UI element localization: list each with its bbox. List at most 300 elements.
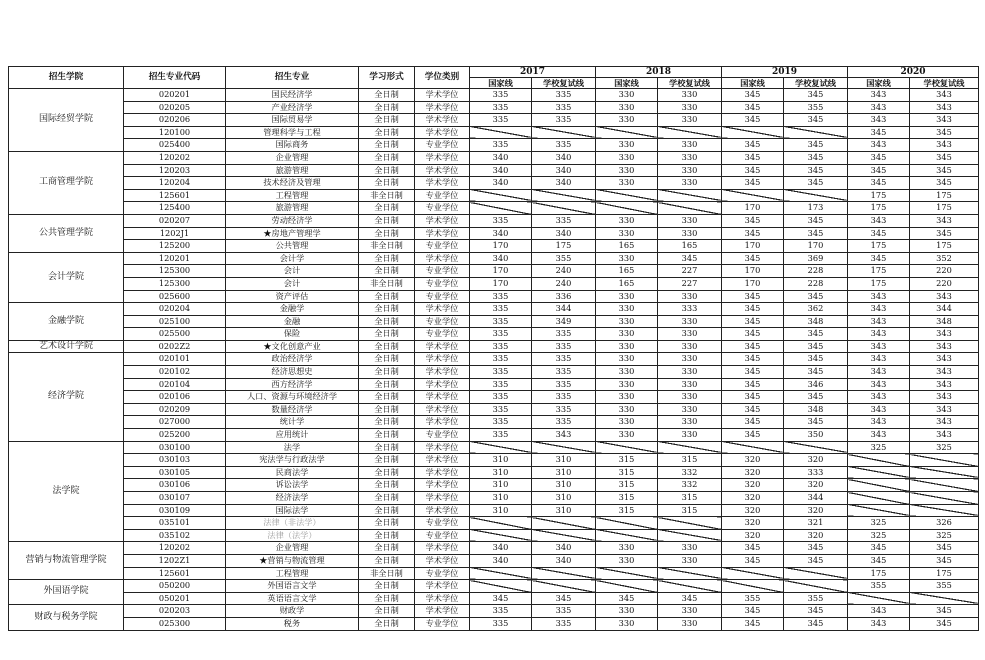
score-school-line-cell: 343	[910, 366, 979, 379]
score-school-line-cell: 343	[910, 403, 979, 416]
not-applicable-cell	[470, 517, 532, 530]
score-school-line-cell: 330	[658, 101, 722, 114]
table-row	[9, 554, 979, 567]
study-mode-cell: 全日制	[359, 265, 415, 278]
score-national-line-cell: 320	[722, 517, 784, 530]
score-school-line-cell: 345	[658, 252, 722, 265]
study-mode-cell: 全日制	[359, 366, 415, 379]
major-code-cell: 020201	[124, 89, 226, 102]
degree-type-cell: 专业学位	[415, 315, 470, 328]
score-school-line-cell: 343	[910, 89, 979, 102]
score-school-line-cell: 175	[910, 189, 979, 202]
score-national-line-cell: 330	[596, 554, 658, 567]
table-row	[9, 303, 979, 316]
score-national-line-cell: 330	[596, 366, 658, 379]
major-code-cell: 025200	[124, 429, 226, 442]
score-national-line-cell: 170	[722, 265, 784, 278]
study-mode-cell: 全日制	[359, 315, 415, 328]
score-school-line-cell: 227	[658, 277, 722, 290]
study-mode-cell: 全日制	[359, 139, 415, 152]
header-college: 招生学院	[9, 67, 124, 89]
score-school-line-cell: 345	[910, 227, 979, 240]
score-school-line-cell: 332	[658, 479, 722, 492]
score-national-line-cell: 330	[596, 403, 658, 416]
score-school-line-cell: 349	[532, 315, 596, 328]
not-applicable-cell	[784, 580, 848, 593]
score-national-line-cell: 330	[596, 139, 658, 152]
score-national-line-cell: 343	[848, 114, 910, 127]
score-national-line-cell: 340	[470, 177, 532, 190]
major-code-cell: 125400	[124, 202, 226, 215]
study-mode-cell: 全日制	[359, 340, 415, 353]
table-row	[9, 277, 979, 290]
score-national-line-cell: 345	[722, 164, 784, 177]
not-applicable-cell	[910, 466, 979, 479]
major-code-cell: 120202	[124, 542, 226, 555]
score-national-line-cell: 310	[470, 504, 532, 517]
major-code-cell: 125200	[124, 240, 226, 253]
degree-type-cell: 专业学位	[415, 328, 470, 341]
score-school-line-cell: 315	[658, 504, 722, 517]
score-national-line-cell: 345	[722, 391, 784, 404]
score-national-line-cell: 345	[848, 126, 910, 139]
not-applicable-cell	[848, 504, 910, 517]
table-row	[9, 328, 979, 341]
score-national-line-cell: 330	[596, 214, 658, 227]
score-national-line-cell: 170	[470, 240, 532, 253]
score-national-line-cell: 320	[722, 466, 784, 479]
score-school-line-cell: 345	[658, 592, 722, 605]
score-national-line-cell: 343	[848, 139, 910, 152]
score-school-line-cell: 175	[910, 202, 979, 215]
score-school-line-cell: 343	[910, 101, 979, 114]
score-school-line-cell: 315	[658, 454, 722, 467]
not-applicable-cell	[532, 189, 596, 202]
major-name-cell: 法律（法学）	[226, 529, 359, 542]
score-national-line-cell: 345	[722, 366, 784, 379]
not-applicable-cell	[596, 126, 658, 139]
score-school-line-cell: 335	[532, 340, 596, 353]
score-school-line-cell: 335	[532, 391, 596, 404]
major-name-cell: 会计学	[226, 252, 359, 265]
degree-type-cell: 专业学位	[415, 290, 470, 303]
table-row	[9, 391, 979, 404]
major-name-cell: 会计	[226, 265, 359, 278]
header-school-line: 学校复试线	[784, 78, 848, 89]
score-school-line-cell: 355	[532, 252, 596, 265]
score-school-line-cell: 336	[532, 290, 596, 303]
major-name-cell: 国际法学	[226, 504, 359, 517]
major-name-cell: 政治经济学	[226, 353, 359, 366]
college-name-cell: 工商管理学院	[9, 151, 124, 214]
score-national-line-cell: 343	[848, 391, 910, 404]
score-national-line-cell: 320	[722, 529, 784, 542]
score-national-line-cell: 330	[596, 315, 658, 328]
score-school-line-cell: 320	[784, 454, 848, 467]
score-school-line-cell: 330	[658, 89, 722, 102]
degree-type-cell: 专业学位	[415, 617, 470, 630]
score-national-line-cell: 330	[596, 617, 658, 630]
study-mode-cell: 全日制	[359, 214, 415, 227]
header-row-years	[9, 67, 979, 78]
not-applicable-cell	[658, 580, 722, 593]
study-mode-cell: 全日制	[359, 454, 415, 467]
header-school-line: 学校复试线	[532, 78, 596, 89]
score-school-line-cell: 340	[532, 164, 596, 177]
table-row	[9, 378, 979, 391]
score-national-line-cell: 335	[470, 214, 532, 227]
major-code-cell: 025500	[124, 328, 226, 341]
score-school-line-cell: 345	[910, 164, 979, 177]
major-name-cell: 法学	[226, 441, 359, 454]
score-school-line-cell: 345	[784, 290, 848, 303]
score-school-line-cell: 355	[784, 592, 848, 605]
not-applicable-cell	[658, 126, 722, 139]
score-school-line-cell: 345	[784, 391, 848, 404]
score-school-line-cell: 343	[910, 328, 979, 341]
score-school-line-cell: 345	[784, 617, 848, 630]
score-national-line-cell: 170	[722, 277, 784, 290]
not-applicable-cell	[532, 517, 596, 530]
score-school-line-cell: 228	[784, 265, 848, 278]
degree-type-cell: 学术学位	[415, 441, 470, 454]
not-applicable-cell	[596, 529, 658, 542]
score-school-line-cell: 326	[910, 517, 979, 530]
not-applicable-cell	[722, 580, 784, 593]
not-applicable-cell	[596, 580, 658, 593]
score-school-line-cell: 335	[532, 416, 596, 429]
college-name-cell: 国际经贸学院	[9, 89, 124, 152]
score-school-line-cell: 330	[658, 391, 722, 404]
table-row	[9, 151, 979, 164]
not-applicable-cell	[470, 202, 532, 215]
major-code-cell: 050200	[124, 580, 226, 593]
not-applicable-cell	[784, 189, 848, 202]
score-national-line-cell: 335	[470, 303, 532, 316]
score-school-line-cell: 330	[658, 139, 722, 152]
score-school-line-cell: 348	[784, 403, 848, 416]
score-school-line-cell: 345	[784, 353, 848, 366]
major-code-cell: 020206	[124, 114, 226, 127]
score-national-line-cell: 330	[596, 164, 658, 177]
not-applicable-cell	[722, 441, 784, 454]
score-school-line-cell: 345	[910, 617, 979, 630]
degree-type-cell: 学术学位	[415, 353, 470, 366]
major-code-cell: 125300	[124, 277, 226, 290]
score-national-line-cell: 330	[596, 114, 658, 127]
degree-type-cell: 学术学位	[415, 303, 470, 316]
not-applicable-cell	[658, 529, 722, 542]
score-school-line-cell: 345	[784, 89, 848, 102]
score-school-line-cell: 346	[784, 378, 848, 391]
score-national-line-cell: 345	[848, 554, 910, 567]
score-national-line-cell: 345	[722, 101, 784, 114]
score-school-line-cell: 333	[784, 466, 848, 479]
major-name-cell: 统计学	[226, 416, 359, 429]
not-applicable-cell	[848, 492, 910, 505]
score-school-line-cell: 335	[532, 605, 596, 618]
major-code-cell: 025300	[124, 617, 226, 630]
degree-type-cell: 学术学位	[415, 542, 470, 555]
study-mode-cell: 全日制	[359, 542, 415, 555]
score-school-line-cell: 335	[532, 378, 596, 391]
major-code-cell: 120100	[124, 126, 226, 139]
major-name-cell: 数量经济学	[226, 403, 359, 416]
major-name-cell: 国民经济学	[226, 89, 359, 102]
not-applicable-cell	[532, 580, 596, 593]
major-name-cell: 企业管理	[226, 151, 359, 164]
not-applicable-cell	[658, 517, 722, 530]
table-row	[9, 592, 979, 605]
not-applicable-cell	[470, 567, 532, 580]
study-mode-cell: 全日制	[359, 416, 415, 429]
major-code-cell: 1202Z1	[124, 554, 226, 567]
header-school-line: 学校复试线	[910, 78, 979, 89]
score-national-line-cell: 345	[722, 139, 784, 152]
major-name-cell: 会计	[226, 277, 359, 290]
table-row	[9, 441, 979, 454]
study-mode-cell: 全日制	[359, 492, 415, 505]
score-school-line-cell: 335	[532, 101, 596, 114]
score-school-line-cell: 335	[532, 214, 596, 227]
degree-type-cell: 学术学位	[415, 403, 470, 416]
score-school-line-cell: 330	[658, 554, 722, 567]
major-name-cell: 诉讼法学	[226, 479, 359, 492]
score-national-line-cell: 165	[596, 265, 658, 278]
degree-type-cell: 学术学位	[415, 126, 470, 139]
degree-type-cell: 专业学位	[415, 240, 470, 253]
header-year: 2017	[470, 67, 596, 78]
degree-type-cell: 学术学位	[415, 164, 470, 177]
score-school-line-cell: 330	[658, 353, 722, 366]
degree-type-cell: 专业学位	[415, 189, 470, 202]
score-school-line-cell: 320	[784, 529, 848, 542]
score-school-line-cell: 335	[532, 139, 596, 152]
table-row	[9, 252, 979, 265]
degree-type-cell: 专业学位	[415, 277, 470, 290]
major-name-cell: ★营销与物流管理	[226, 554, 359, 567]
score-national-line-cell: 345	[722, 353, 784, 366]
score-school-line-cell: 345	[784, 227, 848, 240]
not-applicable-cell	[596, 567, 658, 580]
major-code-cell: 035101	[124, 517, 226, 530]
table-row	[9, 315, 979, 328]
study-mode-cell: 全日制	[359, 177, 415, 190]
score-school-line-cell: 170	[784, 240, 848, 253]
not-applicable-cell	[532, 441, 596, 454]
score-school-line-cell: 321	[784, 517, 848, 530]
score-school-line-cell: 343	[910, 114, 979, 127]
header-mode: 学习形式	[359, 67, 415, 89]
table-row	[9, 492, 979, 505]
major-code-cell: 030106	[124, 479, 226, 492]
major-name-cell: ★文化创意产业	[226, 340, 359, 353]
major-code-cell: 120202	[124, 151, 226, 164]
header-national-line: 国家线	[722, 78, 784, 89]
score-national-line-cell: 335	[470, 391, 532, 404]
major-name-cell: 技术经济及管理	[226, 177, 359, 190]
major-name-cell: 公共管理	[226, 240, 359, 253]
score-school-line-cell: 340	[532, 227, 596, 240]
degree-type-cell: 学术学位	[415, 605, 470, 618]
score-national-line-cell: 330	[596, 605, 658, 618]
score-school-line-cell: 335	[532, 366, 596, 379]
score-school-line-cell: 345	[784, 542, 848, 555]
score-national-line-cell: 343	[848, 403, 910, 416]
score-national-line-cell: 343	[848, 429, 910, 442]
major-name-cell: 劳动经济学	[226, 214, 359, 227]
study-mode-cell: 全日制	[359, 605, 415, 618]
table-row	[9, 429, 979, 442]
degree-type-cell: 专业学位	[415, 139, 470, 152]
score-school-line-cell: 330	[658, 328, 722, 341]
score-school-line-cell: 343	[910, 353, 979, 366]
not-applicable-cell	[658, 189, 722, 202]
not-applicable-cell	[910, 479, 979, 492]
major-name-cell: 法律（非法学）	[226, 517, 359, 530]
score-school-line-cell: 330	[658, 416, 722, 429]
table-row	[9, 454, 979, 467]
score-school-line-cell: 345	[784, 340, 848, 353]
score-school-line-cell: 310	[532, 492, 596, 505]
degree-type-cell: 专业学位	[415, 517, 470, 530]
score-school-line-cell: 320	[784, 479, 848, 492]
score-school-line-cell: 165	[658, 240, 722, 253]
not-applicable-cell	[848, 592, 910, 605]
score-school-line-cell: 345	[784, 151, 848, 164]
score-school-line-cell: 330	[658, 340, 722, 353]
not-applicable-cell	[910, 592, 979, 605]
header-national-line: 国家线	[596, 78, 658, 89]
study-mode-cell: 全日制	[359, 429, 415, 442]
major-code-cell: 025600	[124, 290, 226, 303]
major-code-cell: 125601	[124, 189, 226, 202]
admission-score-table	[8, 66, 979, 631]
degree-type-cell: 学术学位	[415, 580, 470, 593]
score-national-line-cell: 335	[470, 403, 532, 416]
table-row	[9, 617, 979, 630]
score-national-line-cell: 340	[470, 252, 532, 265]
score-school-line-cell: 340	[532, 151, 596, 164]
degree-type-cell: 专业学位	[415, 567, 470, 580]
major-code-cell: 125601	[124, 567, 226, 580]
not-applicable-cell	[910, 454, 979, 467]
score-school-line-cell: 173	[784, 202, 848, 215]
study-mode-cell: 非全日制	[359, 277, 415, 290]
score-school-line-cell: 332	[658, 466, 722, 479]
major-code-cell: 025100	[124, 315, 226, 328]
score-national-line-cell: 170	[470, 277, 532, 290]
degree-type-cell: 学术学位	[415, 391, 470, 404]
score-national-line-cell: 345	[722, 303, 784, 316]
score-school-line-cell: 345	[784, 328, 848, 341]
major-code-cell: 025400	[124, 139, 226, 152]
major-name-cell: 旅游管理	[226, 164, 359, 177]
header-code: 招生专业代码	[124, 67, 226, 89]
table-row	[9, 580, 979, 593]
degree-type-cell: 学术学位	[415, 101, 470, 114]
score-national-line-cell: 340	[470, 542, 532, 555]
not-applicable-cell	[658, 441, 722, 454]
score-national-line-cell: 345	[722, 416, 784, 429]
score-school-line-cell: 335	[532, 617, 596, 630]
study-mode-cell: 全日制	[359, 504, 415, 517]
degree-type-cell: 学术学位	[415, 340, 470, 353]
header-school-line: 学校复试线	[658, 78, 722, 89]
major-name-cell: 工程管理	[226, 567, 359, 580]
score-school-line-cell: 345	[784, 366, 848, 379]
study-mode-cell: 全日制	[359, 89, 415, 102]
score-national-line-cell: 330	[596, 303, 658, 316]
score-national-line-cell: 330	[596, 353, 658, 366]
score-school-line-cell: 220	[910, 265, 979, 278]
score-national-line-cell: 330	[596, 429, 658, 442]
score-national-line-cell: 170	[722, 240, 784, 253]
study-mode-cell: 全日制	[359, 617, 415, 630]
college-name-cell: 会计学院	[9, 252, 124, 302]
score-national-line-cell: 345	[722, 605, 784, 618]
score-national-line-cell: 170	[470, 265, 532, 278]
college-name-cell: 营销与物流管理学院	[9, 542, 124, 580]
table-row	[9, 101, 979, 114]
table-row	[9, 265, 979, 278]
score-school-line-cell: 345	[784, 554, 848, 567]
score-national-line-cell: 330	[596, 252, 658, 265]
header-year: 2019	[722, 67, 848, 78]
score-national-line-cell: 165	[596, 277, 658, 290]
major-code-cell: 050201	[124, 592, 226, 605]
degree-type-cell: 专业学位	[415, 429, 470, 442]
score-national-line-cell: 170	[722, 202, 784, 215]
score-national-line-cell: 175	[848, 265, 910, 278]
study-mode-cell: 全日制	[359, 529, 415, 542]
score-national-line-cell: 310	[470, 479, 532, 492]
score-school-line-cell: 333	[658, 303, 722, 316]
score-school-line-cell: 227	[658, 265, 722, 278]
score-national-line-cell: 335	[470, 290, 532, 303]
score-national-line-cell: 325	[848, 517, 910, 530]
score-national-line-cell: 340	[470, 227, 532, 240]
score-national-line-cell: 320	[722, 479, 784, 492]
table-row	[9, 227, 979, 240]
study-mode-cell: 全日制	[359, 252, 415, 265]
table-row	[9, 504, 979, 517]
degree-type-cell: 学术学位	[415, 554, 470, 567]
college-name-cell: 财政与税务学院	[9, 605, 124, 630]
degree-type-cell: 学术学位	[415, 151, 470, 164]
score-school-line-cell: 175	[910, 240, 979, 253]
score-national-line-cell: 330	[596, 542, 658, 555]
major-name-cell: 资产评估	[226, 290, 359, 303]
study-mode-cell: 全日制	[359, 227, 415, 240]
score-school-line-cell: 344	[784, 492, 848, 505]
major-name-cell: 保险	[226, 328, 359, 341]
major-code-cell: 020104	[124, 378, 226, 391]
score-school-line-cell: 345	[532, 592, 596, 605]
score-national-line-cell: 345	[848, 164, 910, 177]
college-name-cell: 法学院	[9, 441, 124, 542]
score-school-line-cell: 228	[784, 277, 848, 290]
not-applicable-cell	[470, 529, 532, 542]
degree-type-cell: 学术学位	[415, 492, 470, 505]
header-national-line: 国家线	[848, 78, 910, 89]
college-name-cell: 外国语学院	[9, 580, 124, 605]
score-school-line-cell: 350	[784, 429, 848, 442]
major-code-cell: 030100	[124, 441, 226, 454]
major-code-cell: 020209	[124, 403, 226, 416]
study-mode-cell: 全日制	[359, 151, 415, 164]
score-school-line-cell: 355	[910, 580, 979, 593]
